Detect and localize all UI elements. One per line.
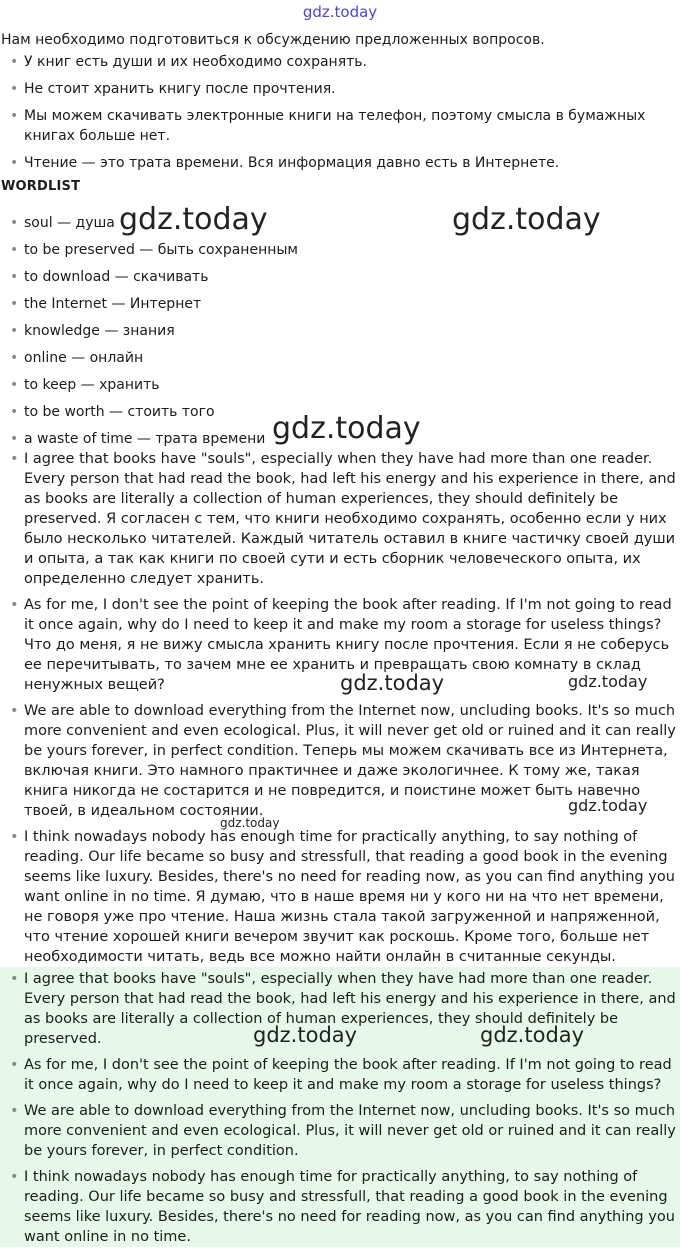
watermark: gdz.today — [568, 796, 648, 815]
english-answer-list — [0, 969, 678, 1253]
wordlist-heading: WORDLIST — [1, 179, 81, 194]
watermark: gdz.today — [253, 1023, 358, 1047]
answer-item: • We are able to download everything from the Internet now, uncluding books. It's so much more convenient and even ecological. Plus, it will never get old or ruined and it can really be yours forever, in perfect condition. Теперь мы можем скачивать все из Интернета, включая книги. Это намного практичнее и даже экологичнее. К тому же, такая книга никогда не состарится и не повредится, и поистине может быть навечно твоей, в идеальном состоянии. — [0, 701, 678, 821]
english-answer-item: • I agree that books have "souls", especially when they have had more than one reader. Every person that had read the book, had left his energy and his experience in there, and as books are literally a collection of human experiences, they should definitely be preserved. — [0, 969, 678, 1049]
intro-text: Нам необходимо подготовиться к обсуждению предложенных вопросов. — [1, 32, 545, 48]
wordlist-item: • a waste of time — трата времени — [0, 429, 678, 456]
wordlist-item: • to be preserved — быть сохраненным — [0, 240, 678, 267]
wordlist-item: • the Internet — Интернет — [0, 294, 678, 321]
english-answer-item: • I think nowadays nobody has enough time for practically anything, to say nothing of reading. Our life became so busy and stressfull, that reading a good book in the evening seems like luxury. Besides, there's no need for reading now, as you can find anything you want online in no time. — [0, 1167, 678, 1247]
wordlist-item: • to download — скачивать — [0, 267, 678, 294]
question-item: • Не стоит хранить книгу после прочтения. — [0, 79, 678, 99]
answer-list — [0, 449, 678, 973]
wordlist-item: • to be worth — стоить того — [0, 402, 678, 429]
wordlist-item: • to keep — хранить — [0, 375, 678, 402]
wordlist-item: • soul — душа — [0, 213, 678, 240]
watermark: gdz.today — [340, 671, 445, 695]
watermark-top: gdz.today — [302, 3, 378, 21]
wordlist — [0, 213, 678, 456]
watermark: gdz.today — [119, 202, 268, 237]
answer-item: • As for me, I don't see the point of keeping the book after reading. If I'm not going to read it once again, why do I need to keep it and make my room a storage for useless things? Что до меня, я не вижу смысла хранить книгу после прочтения. Если я не соберусь ее перечитывать, то зачем мне ее хранить и превращать свою комнату в склад ненужных вещей? — [0, 595, 678, 695]
answer-item: • I think nowadays nobody has enough time for practically anything, to say nothing of reading. Our life became so busy and stressfull, that reading a good book in the evening seems like luxury. Besides, there's no need for reading now, as you can find anything you want online in no time. Я думаю, что в наше время ни у кого ни на что нет времени, не говоря уже про чтение. Наша жизнь стала такой загруженной и напряженной, что чтение хорошей книги вечером звучит как роскошь. Кроме того, больше нет необходимости читать, ведь все можно найти онлайн в считанные секунды. — [0, 827, 678, 967]
question-item: • Мы можем скачивать электронные книги на телефон, поэтому смысла в бумажных книгах больше нет. — [0, 106, 678, 146]
watermark: gdz.today — [480, 1023, 585, 1047]
english-answer-item: • As for me, I don't see the point of keeping the book after reading. If I'm not going to read it once again, why do I need to keep it and make my room a storage for useless things? — [0, 1055, 678, 1095]
watermark: gdz.today — [272, 411, 421, 446]
question-item: • Чтение — это трата времени. Вся информация давно есть в Интернете. — [0, 153, 678, 173]
question-item: • У книг есть души и их необходимо сохранять. — [0, 52, 678, 72]
answer-item: • I agree that books have "souls", especially when they have had more than one reader. Every person that had read the book, had left his energy and his experience in there, and as books are literally a collection of human experiences, they should definitely be preserved. Я согласен с тем, что книги необходимо сохранять, особенно если у них было несколько читателей. Каждый читатель оставил в книге частичку своей души и опыта, а так как книги по своей сути и есть сборник человеческого опыта, их определенно следует хранить. — [0, 449, 678, 589]
watermark: gdz.today — [220, 816, 280, 830]
watermark: gdz.today — [452, 202, 601, 237]
english-answer-item: • We are able to download everything from the Internet now, uncluding books. It's so much more convenient and even ecological. Plus, it will never get old or ruined and it can really be yours forever, in perfect condition. — [0, 1101, 678, 1161]
question-list — [0, 52, 678, 180]
wordlist-item: • knowledge — знания — [0, 321, 678, 348]
wordlist-item: • online — онлайн — [0, 348, 678, 375]
watermark: gdz.today — [568, 672, 648, 691]
